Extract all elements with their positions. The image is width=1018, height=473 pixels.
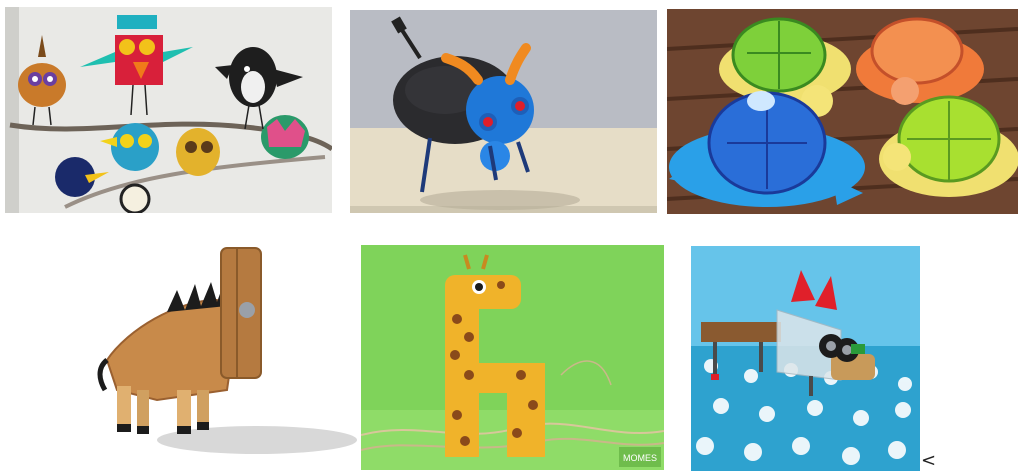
photo-birds-craft[interactable] <box>5 7 332 213</box>
turtles-illustration <box>667 9 1018 214</box>
photo-bottle-turtles[interactable] <box>667 9 1018 214</box>
photo-bottle-bug[interactable] <box>350 10 657 213</box>
birds-illustration <box>5 7 332 213</box>
bug-illustration <box>350 10 657 213</box>
photo-paper-roll-giraffe[interactable] <box>361 245 664 470</box>
horse-illustration <box>97 240 360 469</box>
watermark-text: MOMES <box>623 453 658 463</box>
photo-clothespin-horse[interactable] <box>97 240 360 469</box>
photo-cup-animal[interactable] <box>691 246 920 471</box>
carousel-prev-button[interactable]: < <box>921 450 937 471</box>
cup-animal-illustration <box>691 246 920 471</box>
giraffe-illustration <box>361 245 664 470</box>
